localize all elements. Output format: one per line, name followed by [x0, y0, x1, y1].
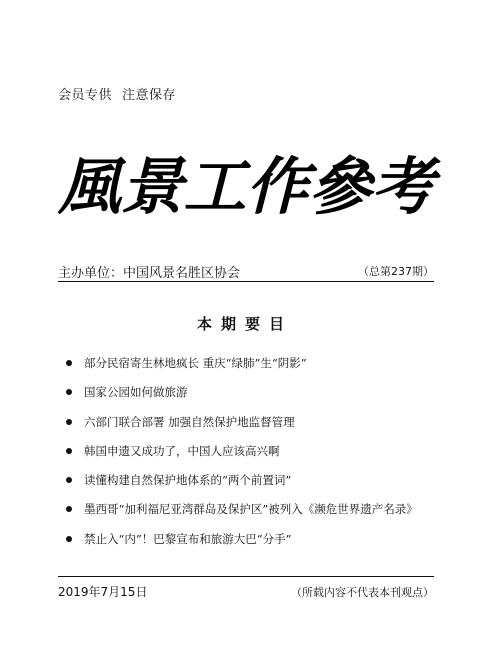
contents-item-text: 读懂构建自然保护地体系的“两个前置词”: [84, 473, 292, 488]
publication-date: 2019年7月15日: [58, 585, 148, 599]
sponsor-row: [58, 262, 434, 282]
contents-item-text: 墨西哥“加利福尼亚湾群岛及保护区”被列入《濒危世界遗产名录》: [84, 502, 418, 517]
contents-heading: 本期要目: [196, 315, 293, 333]
contents-item-text: 部分民宿寄生林地疯长 重庆“绿肺”生“阴影”: [84, 356, 307, 370]
contents-item: [66, 383, 446, 412]
member-only-label: 会员专供: [58, 88, 113, 103]
sponsor-label: 主办单位：中国风景名胜区协会: [58, 266, 241, 281]
contents-list: [66, 354, 446, 559]
issue-number: （总第237期）: [358, 265, 434, 278]
bullet-dot-icon: [66, 536, 72, 542]
contents-item-text: 禁止入“内”！巴黎宣布和旅游大巴“分手”: [84, 531, 292, 546]
contents-item: [66, 442, 446, 471]
masthead-svg: [56, 138, 442, 228]
bullet-dot-icon: [66, 477, 72, 483]
footer-row: [58, 583, 434, 601]
contents-item: [66, 471, 446, 500]
member-notice: [58, 84, 176, 103]
bullet-dot-icon: [66, 419, 72, 425]
contents-item: [66, 354, 446, 383]
contents-item: [66, 413, 446, 442]
bullet-dot-icon: [66, 506, 72, 512]
contents-item-text: 国家公园如何做旅游: [84, 385, 188, 400]
contents-item-text: 韩国申遗又成功了，中国人应该高兴啊: [84, 443, 280, 458]
contents-item-text: 六部门联合部署 加强自然保护地监督管理: [84, 414, 295, 429]
masthead-calligraphy-title: [56, 138, 442, 228]
contents-item: [66, 500, 446, 529]
contents-item: [66, 530, 446, 559]
masthead-title-text: 風景工作參考: [56, 150, 442, 223]
bullet-dot-icon: [66, 360, 72, 366]
keep-safe-label: 注意保存: [122, 88, 177, 103]
disclaimer-text: （所载内容不代表本刊观点）: [291, 586, 434, 599]
bullet-dot-icon: [66, 448, 72, 454]
top-divider: [58, 281, 434, 282]
bullet-dot-icon: [66, 389, 72, 395]
bottom-divider: [58, 576, 434, 577]
